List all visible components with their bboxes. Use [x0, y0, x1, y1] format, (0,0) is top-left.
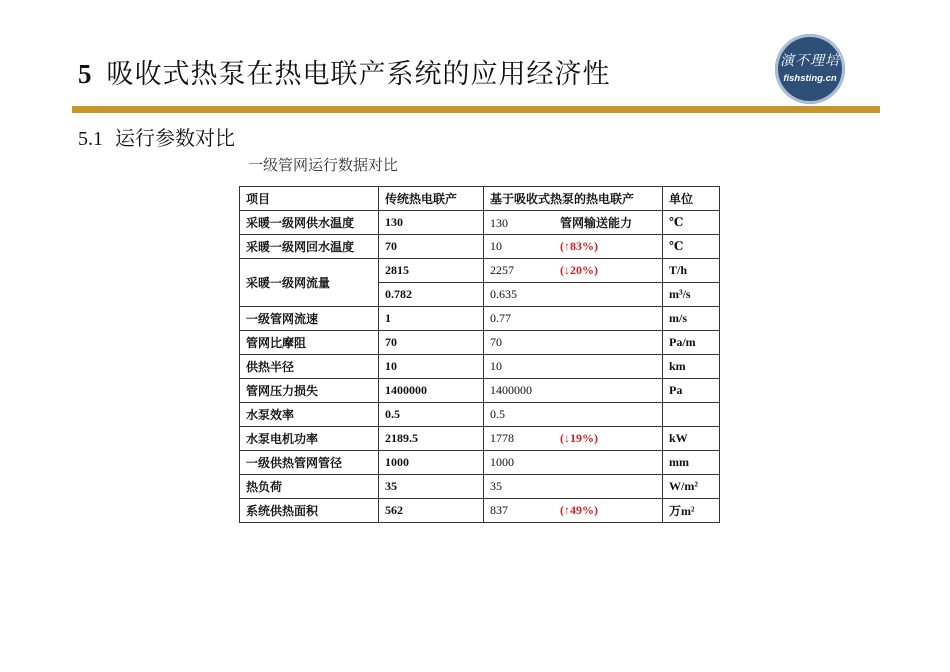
- row-change-note: (↓20%): [560, 263, 598, 277]
- table-caption: 一级管网运行数据对比: [248, 156, 399, 174]
- table-row: [240, 499, 720, 523]
- row-traditional-value: 35: [379, 475, 484, 499]
- logo-glyph-text: 演不理培: [780, 53, 840, 69]
- row-heatpump-cell: [484, 235, 663, 259]
- row-unit: m/s: [663, 307, 720, 331]
- parameter-table: [239, 186, 720, 523]
- table-row: [240, 427, 720, 451]
- row-change-note: (↑49%): [560, 503, 598, 517]
- row-heatpump-cell: [484, 331, 663, 355]
- table-header-row: [240, 187, 720, 211]
- row-unit: ℃: [663, 211, 720, 235]
- row-unit: mm: [663, 451, 720, 475]
- row-unit: Pa: [663, 379, 720, 403]
- section-text: 运行参数对比: [115, 126, 235, 150]
- row-traditional-value: 0.5: [379, 403, 484, 427]
- row-traditional-value: 130: [379, 211, 484, 235]
- row-unit: 万m²: [663, 499, 720, 523]
- row-unit: m³/s: [663, 283, 720, 307]
- row-traditional-value: 2189.5: [379, 427, 484, 451]
- row-heatpump-value: 837: [490, 503, 508, 517]
- table-row: [240, 355, 720, 379]
- row-item: 采暖一级网供水温度: [240, 211, 379, 235]
- row-heatpump-value: 1400000: [490, 383, 532, 397]
- table-row: [240, 475, 720, 499]
- row-heatpump-value: 10: [490, 359, 502, 373]
- table-row: [240, 259, 720, 283]
- table-row: [240, 307, 720, 331]
- row-traditional-value: 1000: [379, 451, 484, 475]
- row-heatpump-cell: [484, 211, 663, 235]
- row-heatpump-cell: [484, 451, 663, 475]
- section-heading: [78, 122, 235, 151]
- row-unit: Pa/m: [663, 331, 720, 355]
- row-item: 一级供热管网管径: [240, 451, 379, 475]
- row-heatpump-cell: [484, 499, 663, 523]
- row-traditional-value: 2815: [379, 259, 484, 283]
- row-heatpump-cell: [484, 355, 663, 379]
- title-divider: [72, 106, 880, 113]
- table-row: [240, 331, 720, 355]
- row-heatpump-value: 0.77: [490, 311, 511, 325]
- title-number: 5: [78, 59, 93, 89]
- row-heatpump-value: 0.635: [490, 287, 517, 301]
- header-heatpump: 基于吸收式热泵的热电联产: [484, 187, 663, 211]
- header-item: 项目: [240, 187, 379, 211]
- row-traditional-value: 0.782: [379, 283, 484, 307]
- row-item: 管网比摩阻: [240, 331, 379, 355]
- row-item: 系统供热面积: [240, 499, 379, 523]
- row-heatpump-value: 2257: [490, 263, 514, 277]
- row-change-note: (↓19%): [560, 431, 598, 445]
- row-heatpump-cell: [484, 427, 663, 451]
- header-unit: 单位: [663, 187, 720, 211]
- row-change-note: (↑83%): [560, 239, 598, 253]
- row-traditional-value: 562: [379, 499, 484, 523]
- row-unit: ℃: [663, 235, 720, 259]
- row-heatpump-cell: [484, 379, 663, 403]
- row-item: 管网压力损失: [240, 379, 379, 403]
- row-heatpump-value: 130: [490, 216, 508, 230]
- row-unit: [663, 403, 720, 427]
- row-item: 热负荷: [240, 475, 379, 499]
- table-row: [240, 379, 720, 403]
- row-heatpump-value: 10: [490, 239, 502, 253]
- row-traditional-value: 1400000: [379, 379, 484, 403]
- row-unit: kW: [663, 427, 720, 451]
- table-row: [240, 235, 720, 259]
- row-item: 采暖一级网流量: [240, 259, 379, 307]
- row-heatpump-value: 35: [490, 479, 502, 493]
- row-item: 供热半径: [240, 355, 379, 379]
- row-traditional-value: 70: [379, 331, 484, 355]
- header-traditional: 传统热电联产: [379, 187, 484, 211]
- table-row: [240, 211, 720, 235]
- row-item: 水泵电机功率: [240, 427, 379, 451]
- row-heatpump-cell: [484, 283, 663, 307]
- section-number: 5.1: [78, 128, 103, 150]
- table-row: [240, 403, 720, 427]
- row-traditional-value: 1: [379, 307, 484, 331]
- row-heatpump-value: 70: [490, 335, 502, 349]
- row-item: 水泵效率: [240, 403, 379, 427]
- row-item: 一级管网流速: [240, 307, 379, 331]
- row-heatpump-value: 0.5: [490, 407, 505, 421]
- row-unit: km: [663, 355, 720, 379]
- row-item: 采暖一级网回水温度: [240, 235, 379, 259]
- row-change-note: 管网输送能力: [560, 216, 633, 230]
- row-traditional-value: 10: [379, 355, 484, 379]
- table-row: [240, 451, 720, 475]
- row-heatpump-cell: [484, 307, 663, 331]
- logo-site-text: fishsting.cn: [783, 73, 837, 84]
- site-logo: [775, 34, 845, 104]
- row-heatpump-cell: [484, 259, 663, 283]
- row-heatpump-value: 1778: [490, 431, 514, 445]
- row-unit: W/m²: [663, 475, 720, 499]
- row-heatpump-cell: [484, 403, 663, 427]
- row-heatpump-cell: [484, 475, 663, 499]
- row-traditional-value: 70: [379, 235, 484, 259]
- title-text: 吸收式热泵在热电联产系统的应用经济性: [106, 59, 611, 90]
- slide-title: [78, 52, 611, 91]
- row-unit: T/h: [663, 259, 720, 283]
- row-heatpump-value: 1000: [490, 455, 514, 469]
